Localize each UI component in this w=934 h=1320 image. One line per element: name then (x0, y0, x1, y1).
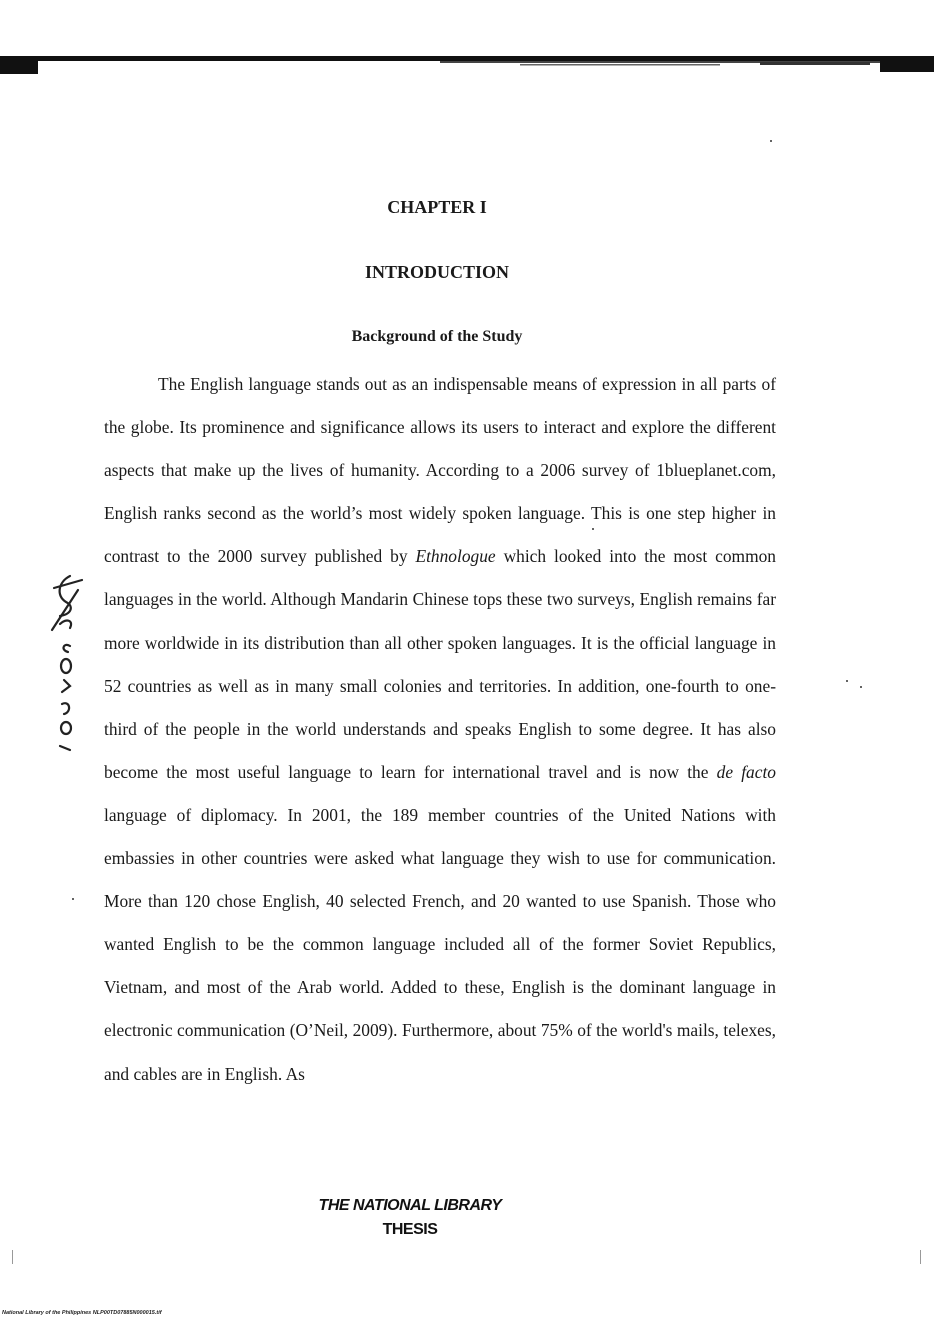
paragraph-text-part3: language of diplomacy. In 2001, the 189 member countries of the United Nations with embassies in other countries were asked what language they wish to use for communication. More than 120 chose English, 40 selected French, and 20 wanted to use Spanish. Those who wanted English to be the common language included all of the former Soviet Republics, Vietnam, and most of the Arab world. Added to these, English is the dominant language in electronic communication (O’Neil, 2009). Furthermore, about 75% of the world's mails, telexes, and cables are in English. As (104, 804, 776, 1084)
body-paragraph (104, 363, 776, 1096)
scan-edge-bar (0, 56, 934, 74)
stamp-line-thesis: THESIS (382, 1221, 438, 1238)
chapter-number: CHAPTER I (387, 197, 487, 217)
paragraph-text-part1: The English language stands out as an indispensable means of expression in all parts of the globe. Its prominence and significance allows its users to interact and explore the different aspects that make up the lives of humanity. According to a 2006 survey of 1blueplanet.com, English ranks second as the world’s most widely spoken language. This is one step higher in contrast to the 2000 survey published by (104, 374, 776, 567)
scan-speck (860, 686, 862, 688)
scan-footer-note: National Library of the Philippines NLP00TD07885N000015.tif (2, 1310, 162, 1316)
scan-speck (770, 140, 772, 142)
chapter-title: INTRODUCTION (364, 262, 510, 282)
scan-speck (920, 1250, 921, 1264)
scan-speck (12, 1250, 13, 1264)
section-heading: Background of the Study (351, 328, 523, 345)
scan-speck (592, 528, 594, 530)
stamp-line-library: THE NATIONAL LIBRARY (318, 1197, 502, 1214)
paragraph-text-part2: which looked into the most common languages in the world. Although Mandarin Chinese tops these two surveys, English remains far more worldwide in its distribution than all other spoken languages. It is the official language in 52 countries as well as in many small colonies and territories. In addition, one-fourth to one-third of the people in the world understands and speaks English to some degree. It has also become the most useful language to learn for international travel and is now the (104, 546, 776, 782)
library-thesis-stamp (300, 1194, 520, 1242)
handwritten-accession-number (30, 568, 90, 758)
paragraph-italic-ethnologue: Ethnologue (415, 546, 496, 567)
scan-speck (846, 680, 848, 682)
scan-speck (72, 898, 74, 900)
paragraph-italic-de-facto: de facto (716, 761, 776, 782)
